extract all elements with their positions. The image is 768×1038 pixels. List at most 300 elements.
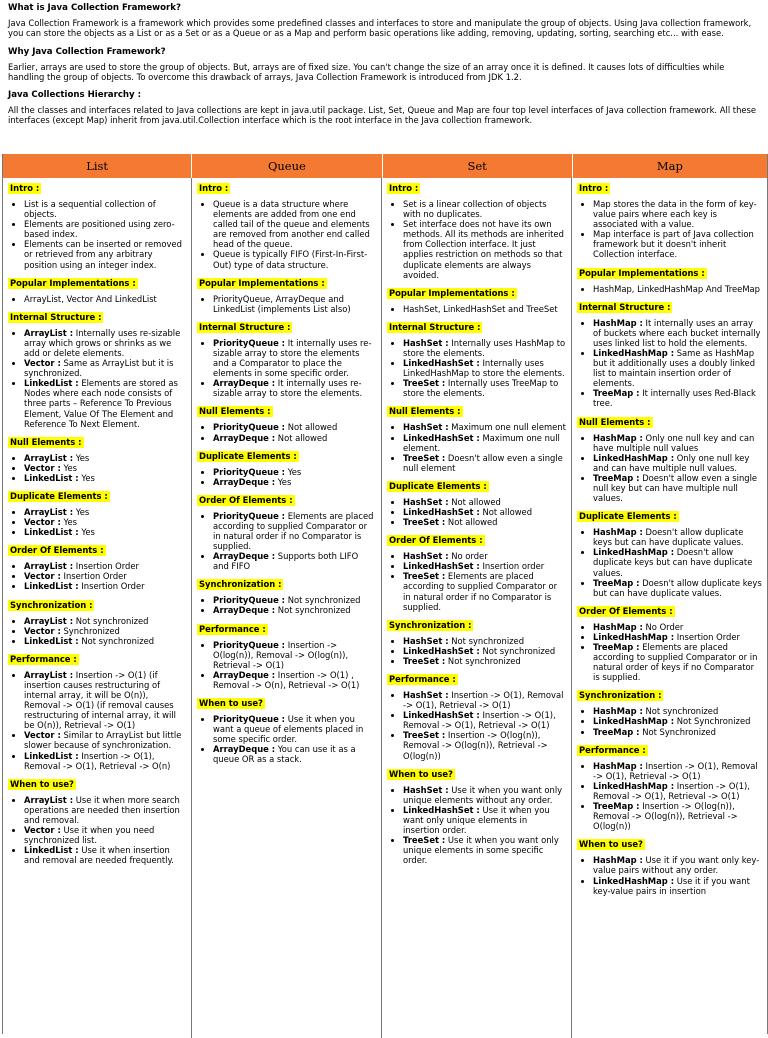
list-item	[593, 453, 762, 473]
item-text: Not allowed	[285, 422, 338, 433]
item-name: HashMap :	[593, 855, 643, 866]
section-title: Popular Implementations :	[579, 267, 705, 278]
list-item	[593, 527, 762, 547]
item-text: Insertion -> O(1) , Removal -> O(n), Retrieval -> O(1)	[213, 669, 360, 690]
item-name: LinkedHashMap :	[593, 780, 675, 791]
item-text: Use it when you want only unique elements without any order.	[403, 784, 563, 805]
item-name: Vector :	[24, 625, 61, 636]
intro-paragraph: Java Collection Framework is a framework which provides some predefined classes and interfaces to store and manipulate the group of objects. Using Java collection framework, you can store the objects as a List or as a Set or as a Queue or as a Map and perform basic operations like adding, removing, updating, sorting, searching etc... with ease.	[8, 18, 752, 39]
list-item	[24, 730, 186, 750]
item-text: Not synchronized	[642, 706, 719, 717]
section	[577, 603, 762, 683]
list-item	[593, 318, 762, 348]
list-item	[403, 571, 566, 611]
section	[387, 617, 566, 666]
list-item	[593, 781, 762, 801]
item-name: Vector :	[24, 358, 61, 369]
item-text: Elements are placed according to supplied Comparator or in natural order if no Comparator is supplied.	[213, 510, 374, 552]
table-body	[3, 178, 767, 1038]
item-text: Use it when you want a queue of elements placed in some specific order.	[213, 714, 364, 745]
item-text: Yes	[78, 472, 95, 483]
item-name: ArrayDeque :	[213, 744, 276, 755]
section	[577, 414, 762, 504]
item-text: Maximum one null element	[448, 422, 566, 433]
list-item	[403, 730, 566, 760]
item-text: Not synchronized	[445, 655, 521, 666]
section-title: Synchronization :	[579, 690, 662, 701]
item-name: LinkedHashSet :	[403, 432, 480, 443]
item-text: Use it when you want only unique elements in some specific order.	[403, 835, 559, 866]
list-item	[213, 551, 376, 571]
item-name: Vector :	[24, 517, 61, 528]
section-title: When to use?	[389, 768, 453, 779]
item-name: PriorityQueue :	[213, 714, 286, 724]
bullet-list	[197, 595, 376, 615]
list-item	[593, 801, 762, 831]
item-text: Yes	[275, 476, 292, 487]
list-item	[24, 581, 186, 591]
list-item	[593, 642, 762, 682]
section-title: Null Elements :	[10, 436, 82, 447]
list-item	[593, 229, 762, 259]
item-name: TreeSet :	[403, 655, 446, 666]
item-name: PriorityQueue :	[213, 595, 286, 606]
item-name: HashMap :	[593, 706, 643, 717]
item-name: HashSet :	[403, 422, 449, 433]
section-title: Performance :	[199, 623, 266, 634]
list-item	[403, 199, 566, 219]
list-item	[403, 378, 566, 398]
list-item	[24, 571, 186, 581]
list-item	[593, 199, 762, 229]
item-text: Not synchronized	[78, 635, 155, 646]
item-name: TreeMap :	[593, 801, 640, 812]
bullet-list	[8, 453, 186, 483]
item-name: LinkedHashMap :	[593, 547, 675, 558]
list-item	[403, 551, 566, 561]
item-name: TreeMap :	[593, 726, 640, 737]
item-text: Insertion -> O(log(n)), Removal -> O(log(n)), Retrieval -> O(1)	[213, 639, 349, 670]
item-text: Insertion -> O(log(n)), Removal -> O(log(n)), Retrieval -> O(log(n))	[403, 730, 548, 761]
item-name: LinkedHashSet :	[403, 506, 480, 517]
list-item	[24, 670, 186, 731]
item-text: Not allowed	[448, 496, 501, 507]
item-text: Use it when insertion and removal are needed frequently.	[24, 845, 174, 866]
list-item	[213, 670, 376, 690]
section-title: Order Of Elements :	[199, 494, 293, 505]
section-title: Intro :	[199, 183, 229, 193]
list-item	[24, 199, 186, 219]
list-item	[24, 825, 186, 845]
list-item	[403, 497, 566, 507]
bullet-list	[8, 294, 186, 304]
list-item	[213, 294, 376, 314]
item-name: TreeSet :	[403, 730, 446, 741]
bullet-list	[8, 670, 186, 771]
bullet-list	[197, 511, 376, 572]
item-text: Not Synchronized	[639, 726, 716, 737]
column-header-map: Map	[656, 159, 683, 173]
intro-block	[0, 0, 768, 126]
item-name: LinkedHashSet :	[403, 561, 480, 572]
list-item	[213, 605, 376, 615]
list-item	[593, 876, 762, 896]
list-item	[24, 473, 186, 483]
item-text: Only one null key and can have multiple null values.	[593, 452, 750, 473]
list-item	[24, 453, 186, 463]
item-name: HashMap :	[593, 760, 643, 771]
section	[387, 319, 566, 399]
section-title: When to use?	[10, 778, 74, 789]
item-text: Internally uses TreeMap to store the elements.	[403, 378, 559, 399]
list-item	[593, 578, 762, 598]
item-name: HashMap :	[593, 432, 643, 443]
bullet-list	[577, 761, 762, 832]
list-item	[403, 358, 566, 378]
list-item	[403, 636, 566, 646]
bullet-list	[387, 551, 566, 612]
column-header-queue: Queue	[192, 154, 382, 178]
list-item	[24, 751, 186, 771]
bullet-list	[8, 795, 186, 866]
list-item	[593, 348, 762, 388]
bullet-list	[387, 690, 566, 761]
section	[387, 403, 566, 472]
item-text: Only one null key and can have multiple null values	[593, 432, 755, 453]
item-name: HashMap :	[593, 317, 643, 328]
list-item	[403, 805, 566, 835]
list-item	[24, 845, 186, 865]
section	[8, 542, 186, 591]
item-name: LinkedList :	[24, 845, 79, 856]
bullet-list	[577, 622, 762, 683]
item-text: No order	[448, 551, 488, 562]
item-text: No Order	[642, 621, 684, 632]
item-text: Queue is typically FIFO (First-In-First-Out) type of data structure.	[213, 249, 368, 270]
section-title: Popular Implementations :	[10, 277, 136, 288]
list-item	[213, 477, 376, 487]
list-item	[24, 626, 186, 636]
item-text: HashMap, LinkedHashMap And TreeMap	[593, 283, 760, 294]
item-name: HashSet :	[403, 635, 449, 646]
item-text: Insertion Order	[674, 631, 740, 642]
item-name: TreeMap :	[593, 642, 640, 652]
item-text: Elements are placed according to supplied Comparator or in natural order if no Comparator is supplied.	[403, 571, 558, 612]
item-text: Doesn't allow duplicate keys but can have duplicate values.	[593, 527, 744, 548]
section-title: Performance :	[10, 653, 77, 664]
item-text: Insertion -> O(1), Removal -> O(1), Retrieval -> O(1)	[593, 760, 758, 781]
item-name: LinkedList :	[24, 527, 79, 538]
list-item	[213, 640, 376, 670]
item-text: Yes	[285, 466, 302, 477]
section	[577, 299, 762, 409]
item-text: Internally uses re-sizable array which grows or shrinks as we add or delete elements.	[24, 327, 181, 358]
list-item	[24, 795, 186, 825]
list-item	[213, 422, 376, 432]
section	[8, 275, 186, 304]
list-item	[24, 378, 186, 428]
section	[387, 478, 566, 527]
column-set	[382, 178, 572, 1038]
item-name: ArrayDeque :	[213, 476, 276, 487]
table-header-row	[3, 154, 767, 178]
item-name: ArrayList :	[24, 669, 74, 680]
item-text: Insertion -> O(1) (if insertion causes restructuring of internal array, it will be O(n)), Removal -> O(1) (if removal causes restructuring of internal array, it will be O(n)), Retrieval -> O(1)	[24, 669, 176, 731]
section	[387, 180, 566, 280]
why-paragraph: Earlier, arrays are used to store the group of objects. But, arrays are of fixed size. You can't change the size of an array once it is defined. It causes lots of difficulties while handling the group of objects. To overcome this drawback of arrays, Java Collection Framework is introduced from JDK 1.2.	[8, 61, 725, 82]
list-item	[593, 716, 762, 726]
item-text: Not allowed	[275, 432, 328, 443]
list-item	[24, 527, 186, 537]
item-text: Not synchronized	[479, 645, 556, 656]
item-text: Insertion order	[479, 561, 545, 572]
list-item	[213, 511, 376, 551]
list-item	[213, 467, 376, 477]
section-title: Duplicate Elements :	[10, 490, 108, 501]
section-title: Null Elements :	[389, 406, 461, 417]
item-name: TreeMap :	[593, 472, 640, 483]
item-name: HashSet :	[403, 337, 449, 348]
list-item	[24, 328, 186, 358]
section-title: Order Of Elements :	[389, 535, 483, 546]
item-text: Elements are placed according to supplied Comparator or in natural order of keys if no Comparator is supplied.	[593, 642, 758, 683]
item-name: TreeSet :	[403, 452, 446, 463]
item-text: ArrayList, Vector And LinkedList	[24, 293, 157, 304]
section-title: Intro :	[579, 183, 609, 193]
item-name: ArrayDeque :	[213, 669, 276, 680]
list-item	[213, 744, 376, 764]
item-name: Vector :	[24, 730, 61, 741]
item-text: Not synchronized	[448, 635, 525, 646]
item-text: Insertion -> O(1), Removal -> O(1), Retrieval -> O(1)	[403, 690, 564, 711]
item-text: HashSet, LinkedHashSet and TreeSet	[403, 303, 558, 314]
item-name: ArrayList :	[24, 615, 74, 626]
column-map	[572, 178, 767, 1038]
item-name: ArrayList :	[24, 452, 74, 463]
list-item	[403, 517, 566, 527]
list-item	[24, 219, 186, 239]
item-name: LinkedList :	[24, 750, 79, 761]
item-text: Use it if you want only key-value pairs without any order.	[593, 855, 760, 876]
item-name: PriorityQueue :	[213, 337, 286, 348]
item-name: LinkedHashSet :	[403, 358, 480, 369]
section	[8, 651, 186, 771]
list-item	[213, 433, 376, 443]
item-text: Insertion -> O(log(n)), Removal -> O(log(n)), Retrieval -> O(log(n))	[593, 801, 738, 832]
section-title: Intro :	[389, 183, 419, 193]
section-title: Duplicate Elements :	[389, 480, 487, 491]
item-text: Insertion -> O(1), Removal -> O(1), Retrieval -> O(1)	[403, 710, 556, 731]
bullet-list	[387, 636, 566, 666]
list-item	[593, 284, 762, 294]
section-title: Internal Structure :	[579, 301, 671, 312]
item-name: ArrayList :	[24, 327, 74, 338]
bullet-list	[197, 640, 376, 690]
item-text: Set is a linear collection of objects with no duplicates.	[403, 199, 547, 220]
item-text: Internally uses LinkedHashMap to store the elements.	[403, 358, 565, 379]
section-title: Intro :	[10, 183, 40, 193]
section-title: Duplicate Elements :	[199, 450, 297, 461]
item-text: Doesn't allow duplicate keys but can have duplicate values.	[593, 577, 762, 598]
item-name: Vector :	[24, 825, 61, 836]
bullet-list	[577, 199, 762, 260]
section	[577, 687, 762, 736]
item-name: Vector :	[24, 462, 61, 473]
item-text: It internally uses re-sizable array to store the elements and a Comparator to place the elements in some specific order.	[213, 337, 372, 379]
bullet-list	[387, 422, 566, 472]
section	[8, 597, 186, 646]
item-text: Map stores the data in the form of key-value pairs where each key is associated with a value.	[593, 199, 757, 230]
item-name: PriorityQueue :	[213, 639, 286, 650]
item-text: Insertion Order	[73, 561, 139, 572]
list-item	[403, 656, 566, 666]
hierarchy-paragraph: All the classes and interfaces related to Java collections are kept in java.util package. List, Set, Queue and Map are four top level interfaces of Java collection framework. All these interfaces (except Map) inherit from java.util.Collection interface which is the root interface in the Java collection framework.	[8, 105, 757, 126]
section-title: Internal Structure :	[389, 321, 481, 332]
list-item	[403, 561, 566, 571]
item-text: Same as ArrayList but it is synchronized.	[24, 358, 174, 379]
item-text: Yes	[73, 452, 90, 463]
item-name: TreeSet :	[403, 571, 446, 582]
item-text: Use it when you need synchronized list.	[24, 825, 155, 846]
item-text: Doesn't allow duplicate keys but can have duplicate values.	[593, 547, 753, 578]
section-title: Performance :	[389, 674, 456, 684]
section-title: Null Elements :	[579, 416, 651, 427]
section-title: Order Of Elements :	[10, 545, 104, 556]
item-text: Set interface does not have its own methods. All its methods are inherited from Collection interface. It just applies restriction on methods so that duplicate elements are always avoided.	[403, 219, 564, 280]
column-queue	[192, 178, 382, 1038]
section	[8, 180, 186, 270]
list-item	[403, 785, 566, 805]
item-text: You can use it as a queue OR as a stack.	[213, 744, 356, 765]
bullet-list	[8, 328, 186, 429]
column-list	[3, 178, 192, 1038]
list-item	[24, 294, 186, 304]
list-item	[213, 338, 376, 378]
item-name: ArrayDeque :	[213, 378, 276, 389]
section	[197, 621, 376, 690]
section	[577, 508, 762, 598]
section	[387, 671, 566, 761]
section	[8, 776, 186, 866]
item-name: PriorityQueue :	[213, 510, 286, 521]
item-name: TreeMap :	[593, 388, 640, 399]
bullet-list	[197, 714, 376, 764]
list-item	[593, 727, 762, 737]
section	[577, 742, 762, 832]
list-item	[403, 304, 566, 314]
list-item	[593, 622, 762, 632]
list-item	[403, 422, 566, 432]
item-text: Internally uses HashMap to store the elements.	[403, 337, 566, 358]
section-title: When to use?	[199, 698, 263, 708]
item-name: TreeSet :	[403, 835, 446, 846]
item-name: LinkedList :	[24, 581, 79, 592]
section	[577, 836, 762, 895]
item-text: PriorityQueue, ArrayDeque and LinkedList (implements List also)	[213, 293, 351, 314]
list-item	[403, 338, 566, 358]
section	[577, 265, 762, 294]
item-text: List is a sequential collection of objects.	[24, 199, 156, 220]
item-text: Insertion -> O(1), Removal -> O(1), Retrieval -> O(1)	[593, 780, 750, 801]
item-name: HashSet :	[403, 690, 449, 700]
list-item	[403, 507, 566, 517]
list-item	[593, 855, 762, 875]
item-name: HashSet :	[403, 784, 449, 795]
bullet-list	[197, 294, 376, 314]
item-name: TreeSet :	[403, 517, 446, 528]
list-item	[213, 714, 376, 744]
list-item	[24, 507, 186, 517]
bullet-list	[8, 616, 186, 646]
item-text: Elements are stored as Nodes where each node consists of three parts – Reference To Previous Element, Value Of The Element and Reference To Next Element.	[24, 378, 178, 429]
section	[387, 285, 566, 314]
list-item	[593, 761, 762, 781]
list-item	[593, 632, 762, 642]
item-text: Elements can be inserted or removed or retrieved from any arbitrary position using an integer index.	[24, 239, 182, 270]
item-text: Queue is a data structure where elements are added from one end called tail of the queue and elements are removed from another end called head of the queue.	[213, 199, 370, 250]
bullet-list	[8, 561, 186, 591]
item-text: Doesn't allow even a single null key but can have multiple null values.	[593, 472, 758, 504]
bullet-list	[577, 855, 762, 895]
list-item	[403, 646, 566, 656]
item-name: LinkedHashSet :	[403, 645, 480, 656]
item-name: HashMap :	[593, 527, 643, 538]
item-name: ArrayList :	[24, 506, 74, 517]
item-text: Not allowed	[479, 506, 533, 517]
item-text: It internally uses an array of buckets where each bucket internally uses linked list to hold the elements.	[593, 317, 761, 348]
item-text: Use it if you want key-value pairs in insertion	[593, 875, 750, 896]
item-text: Maximum one null element.	[403, 432, 560, 453]
section-title: Internal Structure :	[199, 321, 291, 332]
bullet-list	[8, 507, 186, 537]
list-item	[403, 453, 566, 473]
item-text: Not synchronized	[73, 615, 149, 626]
bullet-list	[577, 318, 762, 409]
item-name: LinkedList :	[24, 635, 79, 646]
item-text: Synchronized	[60, 625, 120, 636]
section	[197, 180, 376, 270]
list-item	[24, 517, 186, 527]
item-text: Use it when you want only unique elements in insertion order.	[403, 804, 550, 836]
section-title: Popular Implementations :	[389, 287, 515, 298]
item-name: ArrayList :	[24, 794, 74, 805]
item-name: ArrayDeque :	[213, 551, 276, 562]
list-item	[593, 433, 762, 453]
bullet-list	[387, 199, 566, 280]
bullet-list	[197, 199, 376, 270]
item-name: ArrayList :	[24, 561, 74, 572]
section	[197, 492, 376, 572]
list-item	[403, 433, 566, 453]
list-item	[213, 249, 376, 269]
list-item	[213, 378, 376, 398]
bullet-list	[8, 199, 186, 270]
item-text: Yes	[60, 517, 78, 528]
item-text: Supports both LIFO and FIFO	[213, 551, 359, 572]
section-title: Null Elements :	[199, 406, 271, 417]
list-item	[593, 706, 762, 716]
item-text: Elements are positioned using zero-based index.	[24, 219, 175, 240]
list-item	[24, 463, 186, 473]
section-title: Synchronization :	[10, 599, 93, 610]
item-text: Insertion -> O(1), Removal -> O(1), Retrieval -> O(n)	[24, 750, 171, 771]
bullet-list	[197, 467, 376, 487]
item-name: LinkedHashMap :	[593, 631, 675, 642]
item-name: LinkedHashMap :	[593, 452, 675, 463]
list-item	[24, 358, 186, 378]
item-name: LinkedList :	[24, 378, 79, 389]
bullet-list	[387, 785, 566, 866]
